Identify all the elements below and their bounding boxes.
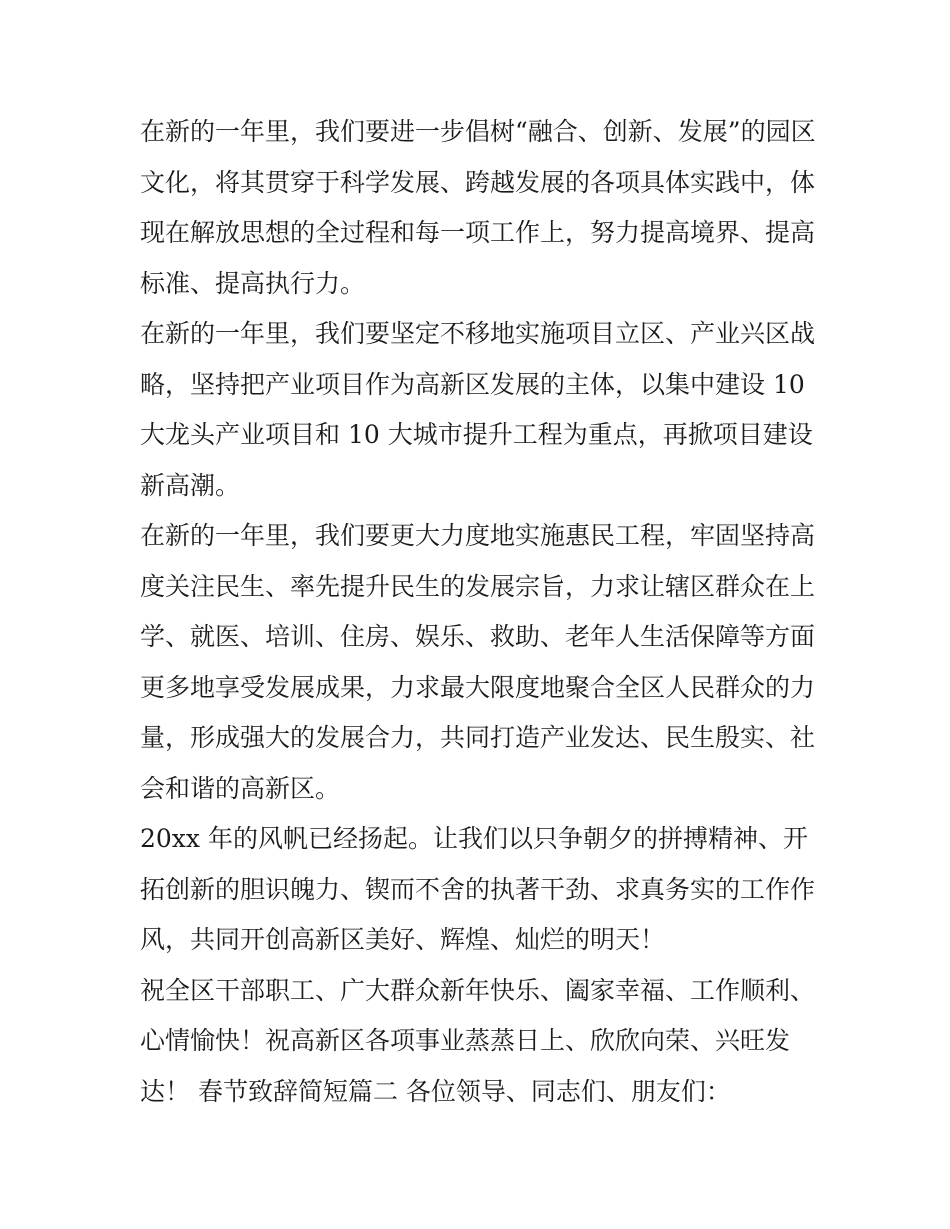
text-line: 会和谐的高新区。	[140, 773, 341, 803]
text-line: 大龙头产业项目和 10 大城市提升工程为重点，再掀项目建设	[140, 420, 813, 449]
text-line: 略，坚持把产业项目作为高新区发展的主体，以集中建设 10	[140, 369, 805, 399]
text-line: 达！ 春节致辞简短篇二 各位领导、同志们、朋友们：	[140, 1076, 731, 1106]
text-line: 拓创新的胆识魄力、锲而不舍的执著干劲、求真务实的工作作	[140, 874, 816, 904]
paragraph-5	[140, 966, 816, 1118]
text-line: 祝全区干部职工、广大群众新年快乐、阖家幸福、工作顺利、	[140, 975, 816, 1005]
text-line: 在新的一年里，我们要进一步倡树“融合、创新、发展”的园区	[140, 117, 816, 146]
text-line: 在新的一年里，我们要坚定不移地实施项目立区、产业兴区战	[140, 319, 816, 348]
paragraph-4	[140, 814, 816, 966]
paragraph-2	[140, 309, 816, 511]
document-body	[140, 107, 816, 1117]
text-line: 风，共同开创高新区美好、辉煌、灿烂的明天！	[140, 925, 666, 954]
text-line: 学、就医、培训、住房、娱乐、救助、老年人生活保障等方面	[140, 622, 816, 651]
text-line: 新高潮。	[140, 470, 241, 500]
text-line: 标准、提高执行力。	[140, 268, 366, 298]
text-line: 现在解放思想的全过程和每一项工作上，努力提高境界、提高	[140, 218, 816, 247]
paragraph-3	[140, 511, 816, 814]
text-line: 量，形成强大的发展合力，共同打造产业发达、民生殷实、社	[140, 723, 816, 752]
text-line: 20xx 年的风帆已经扬起。让我们以只争朝夕的拼搏精神、开	[140, 824, 808, 853]
text-line: 文化，将其贯穿于科学发展、跨越发展的各项具体实践中，体	[140, 167, 816, 197]
text-line: 在新的一年里，我们要更大力度地实施惠民工程，牢固坚持高	[140, 521, 816, 550]
paragraph-1	[140, 107, 816, 309]
text-line: 更多地享受发展成果，力求最大限度地聚合全区人民群众的力	[140, 672, 816, 702]
text-line: 度关注民生、率先提升民生的发展宗旨，力求让辖区群众在上	[140, 571, 816, 601]
text-line: 心情愉快！祝高新区各项事业蒸蒸日上、欣欣向荣、兴旺发	[140, 1026, 791, 1055]
